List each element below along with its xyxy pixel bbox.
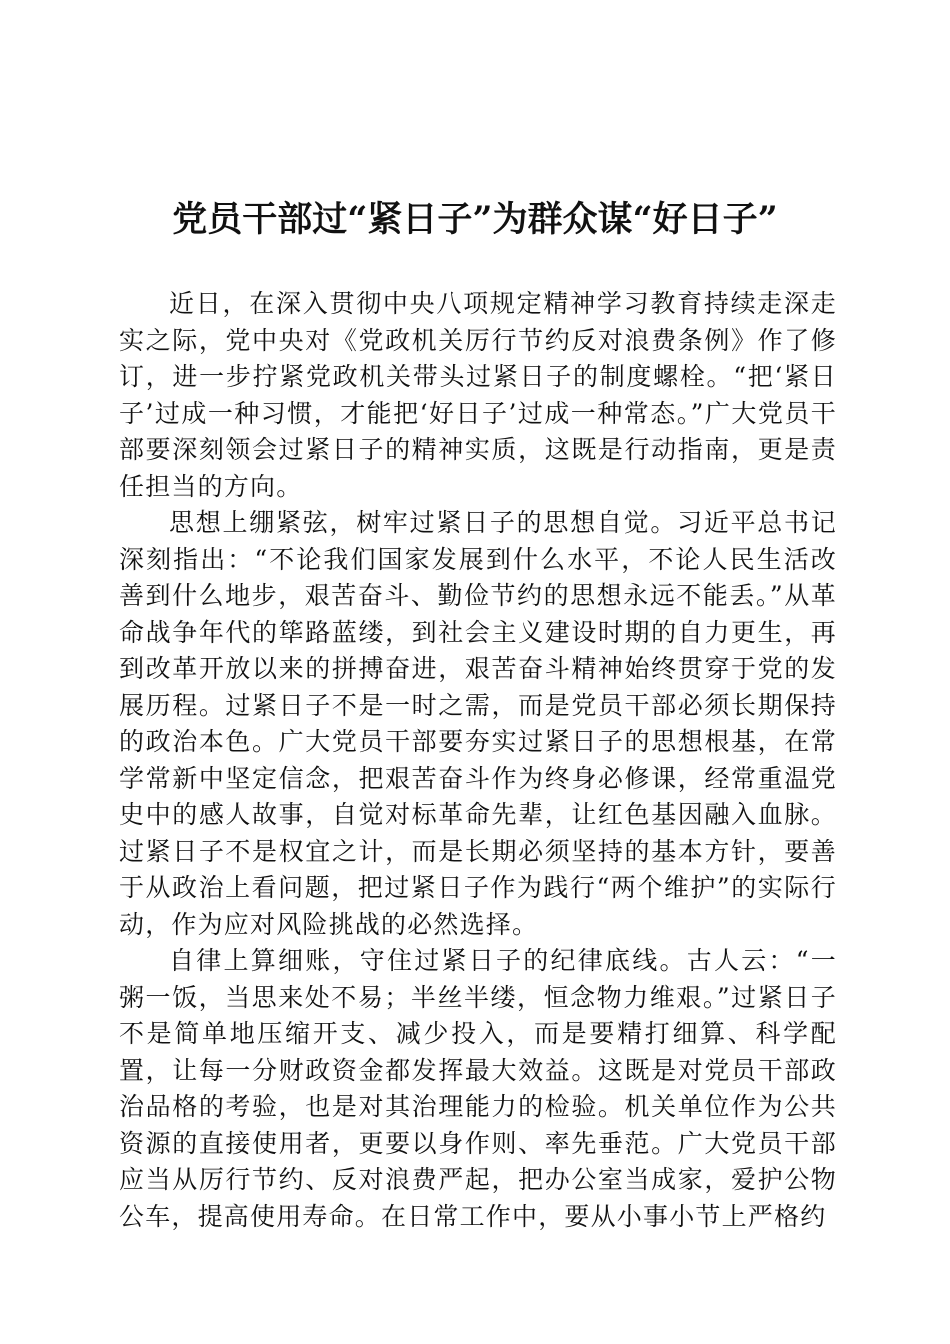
paragraph-1: 近日，在深入贯彻中央八项规定精神学习教育持续走深走实之际，党中央对《党政机关厉行节约反对浪费条例》作了修订，进一步拧紧党政机关带头过紧日子的制度螺栓。“把‘紧日子’过成一种习惯，才能把‘好日子’过成一种常态。”广大党员干部要深刻领会过紧日子的精神实质，这既是行动指南，更是责任担当的方向。 [119,289,837,501]
paragraph-2: 思想上绷紧弦，树牢过紧日子的思想自觉。习近平总书记深刻指出：“不论我们国家发展到什么水平，不论人民生活改善到什么地步，艰苦奋斗、勤俭节约的思想永远不能丢。”从革命战争年代的筚路蓝缕，到社会主义建设时期的自力更生，再到改革开放以来的拼搏奋进，艰苦奋斗精神始终贯穿于党的发展历程。过紧日子不是一时之需，而是党员干部必须长期保持的政治本色。广大党员干部要夯实过紧日子的思想根基，在常学常新中坚定信念，把艰苦奋斗作为终身必修课，经常重温党史中的感人故事，自觉对标革命先辈，让红色基因融入血脉。过紧日子不是权宜之计，而是长期必须坚持的基本方针，要善于从政治上看问题，把过紧日子作为践行“两个维护”的实际行动，作为应对风险挑战的必然选择。 [119,508,837,939]
article-body [119,286,837,1235]
article-title: 党员干部过“紧日子”为群众谋“好日子” [172,199,778,240]
paragraph-3: 自律上算细账，守住过紧日子的纪律底线。古人云：“一粥一饭，当思来处不易；半丝半缕，恒念物力维艰。”过紧日子不是简单地压缩开支、减少投入，而是要精打细算、科学配置，让每一分财政资金都发挥最大效益。这既是对党员干部政治品格的考验，也是对其治理能力的检验。机关单位作为公共资源的直接使用者，更要以身作则、率先垂范。广大党员干部应当从厉行节约、反对浪费严起，把办公室当成家，爱护公物公车，提高使用寿命。在日常工作中，要从小事小节上严格约 [119,946,837,1231]
